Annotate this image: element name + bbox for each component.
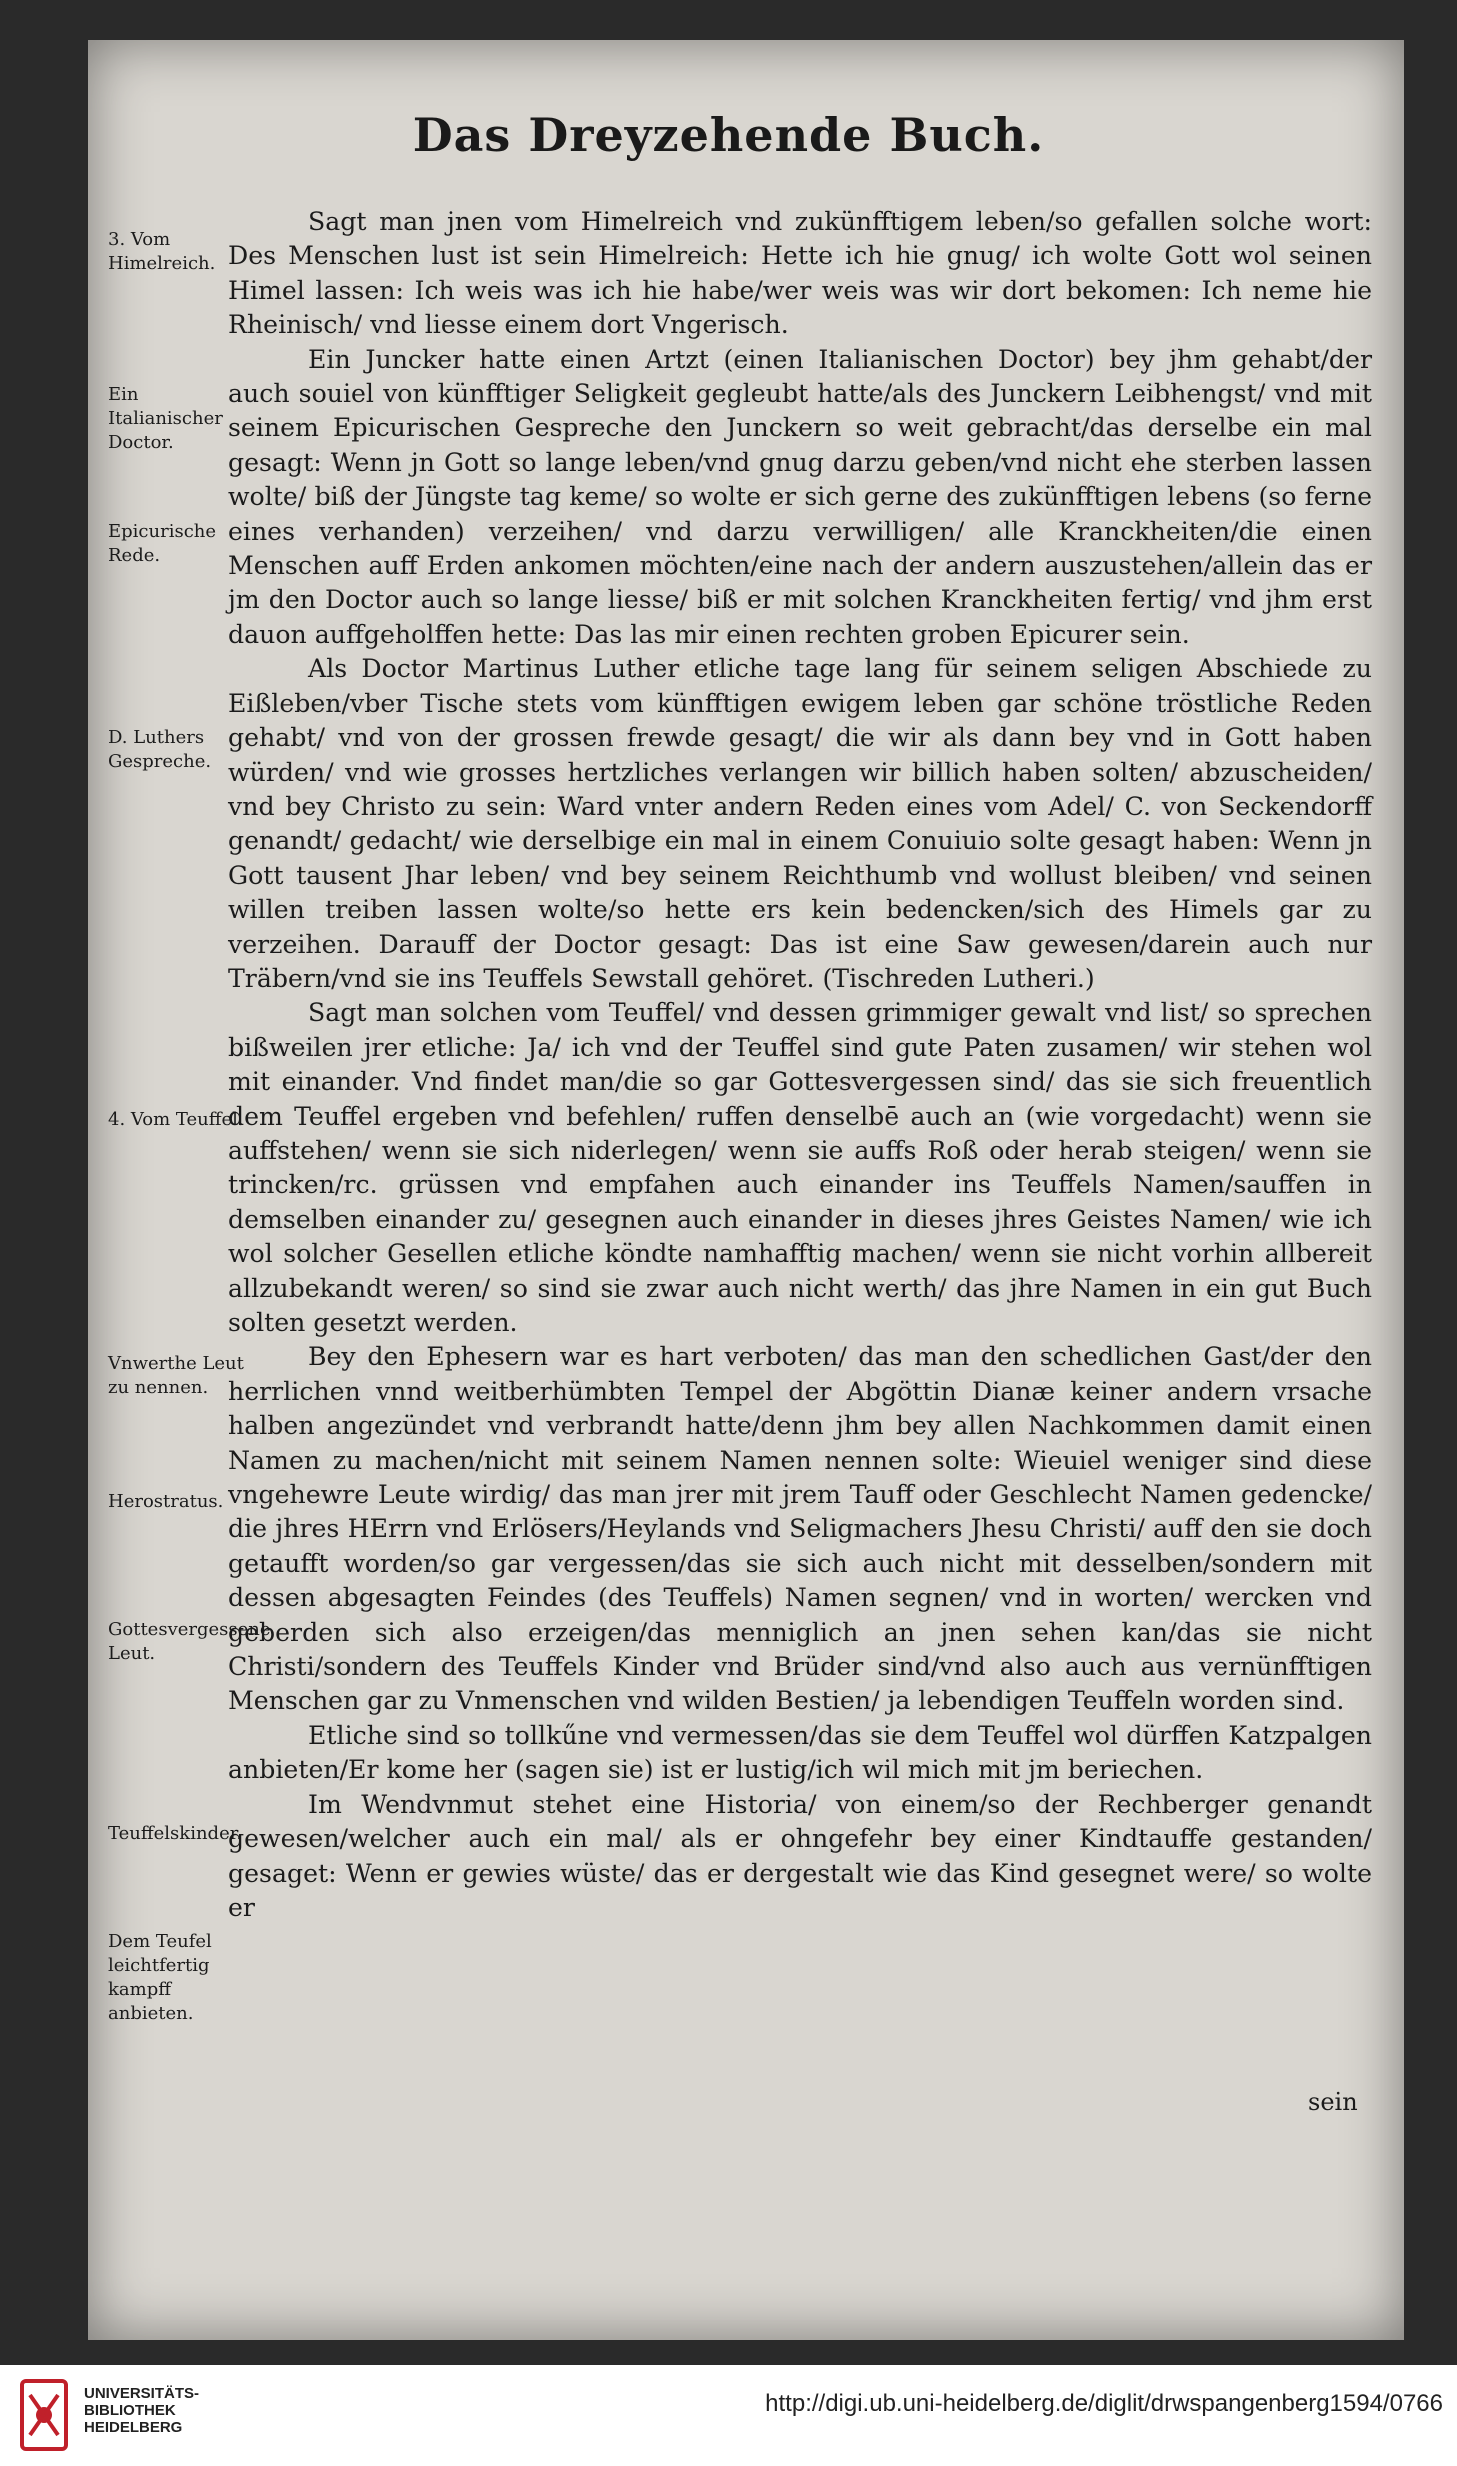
margin-note: D. Luthers Gespreche. [108, 727, 212, 772]
library-seal-icon [14, 2375, 74, 2455]
margin-note: Teuffelskinder. [108, 1823, 243, 1844]
margin-note: Dem Teufel leichtfertig kampff anbieten. [108, 1931, 212, 2024]
paragraph: Im Wendvnmut stehet eine Historia/ von einem/so der Rechberger genandt gewesen/welcher auch ein mal/ als er ohngefehr bey einer Kindtauffe gestanden/ gesaget: Wenn er gewies wüste/ das er dergestalt wie das Kind gesegnet were/ so wolte er [228, 1789, 1372, 1922]
margin-note: Epicurische Rede. [108, 521, 217, 566]
margin-note: Vnwerthe Leut zu nennen. [108, 1353, 244, 1398]
margin-note: 4. Vom Teuffel. [108, 1109, 244, 1130]
margin-note: 3. Vom Himelreich. [108, 229, 216, 274]
source-url-link[interactable]: http://digi.ub.uni-heidelberg.de/diglit/drwspangenberg1594/0766 [765, 2390, 1443, 2417]
margin-note: Gottesvergessene Leut. [108, 1619, 271, 1664]
body-text [228, 205, 1372, 1925]
page-header: Das Dreyzehende Buch. [412, 108, 1045, 162]
paragraph: Bey den Ephesern war es hart verboten/ das man den schedlichen Gast/der den herrlichen vnnd weitberhümbten Tempel der Abgöttin Dianæ keiner andern vrsache halben angezündet vnd verbrandt hatte/denn jhm bey allen Nachkommen damit einen Namen zu machen/nicht mit seinem Namen nennen solte: Wieuiel weniger sind diese vngehewre Leute wirdig/ das man jrer mit jrem Tauff oder Geschlecht Namen gedencke/ die jhres HErrn vnd Erlösers/Heylands vnd Seligmachers Jhesu Christi/ auff den sie doch getaufft worden/so gar vergessen/das sie sich auch nicht mit desselben/sondern mit dessen abgesagten Feindes (des Teuffels) Namen segnen/ vnd in worten/ wercken vnd geberden sich also erzeigen/das menniglich an jnen sehen kan/das sie nicht Christi/sondern des Teuffels Kinder vnd Brüder sind/vnd also auch aus vernünfftigen Menschen gar zu Vnmenschen vnd wilden Bestien/ ja lebendigen Teuffeln worden sind. [228, 1342, 1372, 1716]
paragraph: Etliche sind so tollkűne vnd vermessen/das sie dem Teuffel wol dürffen Katzpalgen anbieten/Er kome her (sagen sie) ist er lustig/ich wil mich mit jm beriechen. [228, 1720, 1372, 1785]
paragraph: Sagt man jnen vom Himelreich vnd zukünfftigem leben/so gefallen solche wort: Des Menschen lust ist sein Himelreich: Hette ich hie gnug/ ich wolte Gott wol seinen Himel lassen: Ich weis was ich hie habe/wer weis was wir dort bekomen: Ich neme hie Rheinisch/ vnd liesse einem dort Vngerisch. [228, 207, 1372, 340]
catchword: sein [1308, 2088, 1358, 2116]
source-url[interactable] [765, 2390, 1443, 2418]
margin-note: Ein Italianischer Doctor. [108, 384, 223, 453]
paragraph: Sagt man solchen vom Teuffel/ vnd dessen grimmiger gewalt vnd list/ so sprechen bißweilen jrer etliche: Ja/ ich vnd der Teuffel sind gute Paten zusamen/ wir stehen wol mit einander. Vnd findet man/die so gar Gottesvergessen sind/ das sie sich freuentlich dem Teuffel ergeben vnd befehlen/ ruffen denselbē auch an (wie vorgedacht) wenn sie auffstehen/ wenn sie sich niderlegen/ wenn sie auffs Roß oder herab steigen/ wenn sie trincken/rc. grüssen vnd empfahen auch einander ins Teuffels Namen/sauffen in demselben einander zu/ gesegnen auch einander in dieses jhres Geistes Namen/ wie ich wol solcher Gesellen etliche köndte namhafftig machen/ wenn sie nicht vorhin allbereit allzubekandt weren/ so sind sie zwar auch nicht werth/ das jhre Namen in ein gut Buch solten gesetzt werden. [228, 998, 1372, 1337]
paragraph: Als Doctor Martinus Luther etliche tage lang für seinem seligen Abschiede zu Eißleben/vber Tische stets vom künfftigen ewigem leben gar schöne tröstliche Reden gehabt/ vnd von der grossen frewde gesagt/ die wir als dann bey vnd in Gott haben würden/ vnd wie grosses hertzliches verlangen wir billich haben solten/ abzuscheiden/ vnd bey Christo zu sein: Ward vnter andern Reden eines vom Adel/ C. von Seckendorff genandt/ gedacht/ wie derselbige ein mal in einem Conuiuio solte gesagt haben: Wenn jn Gott tausent Jhar leben/ vnd bey seinem Reichthumb vnd wollust bleiben/ vnd seinen willen treiben lassen wolte/so hette ers kein bedencken/sich des Himels gar zu verzeihen. Darauff der Doctor gesagt: Das ist eine Saw gewesen/darein auch nur Träbern/vnd sie ins Teuffels Sewstall gehöret. (Tischreden Lutheri.) [228, 654, 1372, 993]
paragraph: Ein Juncker hatte einen Artzt (einen Italianischen Doctor) bey jhm gehabt/der auch souiel von künfftiger Seligkeit gegleubt hatte/als des Junckern Leibhengst/ vnd mit seinem Epicurischen Gespreche den Junckern so weit gebracht/das derselbe ein mal gesagt: Wenn jn Gott so lange leben/vnd gnug darzu geben/vnd nicht ehe sterben lassen wolte/ biß der Jüngste tag keme/ so wolte er sich gerne des zukünfftigen lebens (so ferne eines verhanden) verzeihen/ vnd darzu verwilligen/ alle Kranckheiten/die einen Menschen auff Erden ankomen möchten/eine nach der andern auszustehen/allein das er jm den Doctor auch so lange liesse/ biß er mit solchen Kranckheiten fertig/ vnd jhm erst dauon auffgeholffen hette: Das las mir einen rechten groben Epicurer sein. [228, 344, 1372, 649]
library-name: UNIVERSITÄTS- BIBLIOTHEK HEIDELBERG [84, 2385, 200, 2436]
margin-note: Herostratus. [108, 1491, 224, 1512]
margin-notes [108, 0, 271, 2300]
